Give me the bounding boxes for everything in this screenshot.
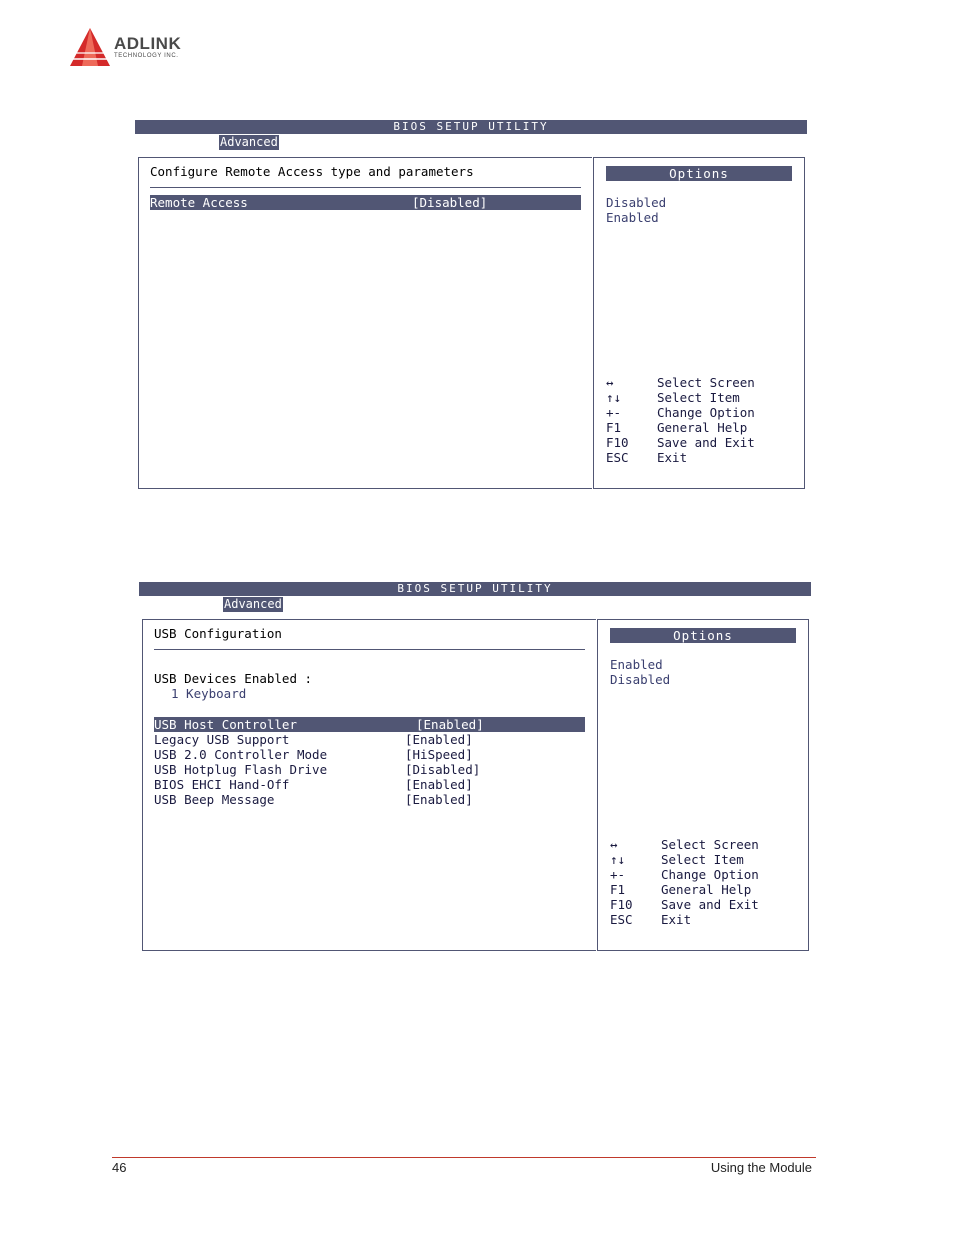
key-desc: Select Item [661,852,744,867]
key-desc: Exit [661,912,692,927]
usb-devices-value: 1 Keyboard [171,686,247,701]
adlink-triangle-icon [68,26,112,70]
help-panel [597,619,809,951]
setting-value[interactable]: [Enabled] [405,732,473,747]
setting-value: [Disabled] [412,195,488,210]
logo-tagline: TECHNOLOGY INC. [114,53,179,59]
section-title: Using the Module [710,1160,812,1175]
bios-title-bar: BIOS SETUP UTILITY [135,120,807,134]
key-desc: Save and Exit [657,435,755,450]
key-desc: Select Screen [657,375,755,390]
key-desc: Save and Exit [661,897,759,912]
key-exit: ESC [606,450,629,465]
setting-label: USB Host Controller [154,717,297,732]
bios-title-bar: BIOS SETUP UTILITY [139,582,811,596]
option-item[interactable]: Enabled [606,210,659,225]
panel-heading: Configure Remote Access type and parameters [150,164,474,179]
page-number: 46 [112,1160,127,1175]
key-desc: Change Option [661,867,759,882]
option-item[interactable]: Enabled [610,657,663,672]
key-save-exit: F10 [606,435,629,450]
setting-label-usb-beep-message[interactable]: USB Beep Message [154,792,275,807]
divider [154,649,585,650]
usb-devices-label: USB Devices Enabled : [154,671,313,686]
options-header: Options [606,166,792,181]
settings-panel [138,157,592,489]
setting-label-usb2-controller-mode[interactable]: USB 2.0 Controller Mode [154,747,328,762]
key-select-screen: ↔ [610,837,618,852]
key-desc: General Help [661,882,752,897]
option-item[interactable]: Disabled [610,672,671,687]
setting-value[interactable]: [HiSpeed] [405,747,473,762]
option-item[interactable]: Disabled [606,195,667,210]
key-desc: General Help [657,420,748,435]
setting-label-bios-ehci-hand-off[interactable]: BIOS EHCI Hand-Off [154,777,290,792]
panel-heading: USB Configuration [154,626,282,641]
setting-label-legacy-usb-support[interactable]: Legacy USB Support [154,732,290,747]
setting-value[interactable]: [Enabled] [405,777,473,792]
options-header: Options [610,628,796,643]
tab-advanced[interactable]: Advanced [220,135,278,149]
setting-row-remote-access[interactable] [150,195,581,210]
key-select-item: ↑↓ [606,390,622,405]
setting-value: [Enabled] [416,717,484,732]
setting-value[interactable]: [Enabled] [405,792,473,807]
key-general-help: F1 [610,882,626,897]
key-select-item: ↑↓ [610,852,626,867]
key-general-help: F1 [606,420,622,435]
key-desc: Change Option [657,405,755,420]
key-desc: Select Item [657,390,740,405]
setting-value[interactable]: [Disabled] [405,762,481,777]
key-exit: ESC [610,912,633,927]
bios-screen-usb-configuration [139,582,811,952]
bios-screen-remote-access [135,120,807,490]
key-desc: Select Screen [661,837,759,852]
key-desc: Exit [657,450,688,465]
divider [150,187,581,188]
setting-label: Remote Access [150,195,248,210]
logo-wordmark: ADLINK [114,34,182,53]
key-change-option: +- [610,867,626,882]
key-select-screen: ↔ [606,375,614,390]
key-change-option: +- [606,405,622,420]
settings-panel [142,619,596,951]
help-panel [593,157,805,489]
setting-label-usb-hotplug-flash-drive[interactable]: USB Hotplug Flash Drive [154,762,328,777]
adlink-logo [68,26,208,72]
setting-row-usb-host-controller[interactable] [154,717,585,732]
key-save-exit: F10 [610,897,633,912]
tab-advanced[interactable]: Advanced [224,597,282,611]
footer-divider [112,1157,816,1158]
